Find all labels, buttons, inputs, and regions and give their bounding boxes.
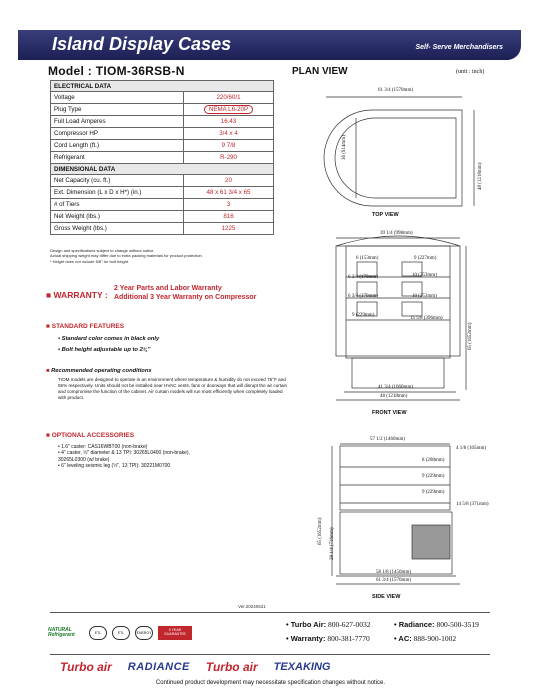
- side-view-label: SIDE VIEW: [372, 594, 401, 600]
- guarantee-badge: 5 YEAR GUARANTEE: [158, 626, 192, 640]
- bullet-square-icon: ■: [46, 290, 54, 300]
- radiance-logo: RADIANCE: [127, 661, 190, 673]
- contact-name: • Radiance:: [394, 620, 435, 629]
- list-item: • 1.6" caster: CAS16WBT00 (non-brake): [58, 444, 148, 450]
- spec-value: 48 x 61 3/4 x 65: [184, 187, 274, 199]
- recommended-text: TIOM models are designed to operate in an environment where temperature & humidity do not exceed 75°F and 55% respectively. Units should not be installed near HVAC vents, fans or doorways that will disrupt the air curtain and compromise the function of the cabinet. Air curtain models will run most efficiently when completely loaded with product.: [58, 377, 288, 400]
- spec-label: Refrigerant: [51, 152, 184, 164]
- divider: [50, 612, 490, 613]
- plan-view-heading: PLAN VIEW: [292, 66, 348, 77]
- dimension-label: 36 (914mm): [342, 135, 347, 160]
- spec-value: R-290: [184, 152, 274, 164]
- list-item: • Bolt height adjustable up to 2¾": [58, 347, 151, 353]
- contact-name: • AC:: [394, 634, 412, 643]
- spec-label: Compressor HP: [51, 128, 184, 140]
- dimension-label: 9 (229mm): [352, 313, 375, 318]
- spec-label: Ext. Dimension (L x D x H*) (in.): [51, 187, 184, 199]
- energy-logo: ENERGY: [135, 626, 153, 640]
- warranty-label: WARRANTY :: [53, 290, 108, 300]
- spec-label: Net Weight (lbs.): [51, 211, 184, 223]
- list-item: • Standard color comes in black only: [58, 336, 160, 342]
- footnote: Design and specifications subject to change without notice.: [50, 248, 155, 253]
- dimension-label: 9 (227mm): [414, 256, 437, 261]
- dimension-label: 9 (229mm): [422, 474, 445, 479]
- spec-value: 816: [184, 211, 274, 223]
- warranty-line: Additional 3 Year Warranty on Compressor: [114, 294, 257, 301]
- dimension-label: 4 1/8 (105mm): [456, 446, 486, 451]
- dimension-label: 6 3/4 (170mm): [348, 275, 378, 280]
- version-label: Ver.20240531: [238, 604, 266, 609]
- dimension-label: 10 (253mm): [412, 294, 437, 299]
- list-item: • 4" caster, ½" diameter & 13 TPI: 30265L0400 (non-brake),: [58, 450, 190, 457]
- contact-item: [394, 634, 456, 643]
- spec-value: 9 7/8: [184, 140, 274, 152]
- dimension-label: 8 (208mm): [422, 458, 445, 463]
- dimension-label: 39 1/4 (998mm): [380, 231, 413, 236]
- bullet-square-icon: ■: [46, 368, 52, 374]
- spec-label: Net Capacity (cu. ft.): [51, 175, 184, 187]
- texaking-logo: TEXAKING: [273, 661, 331, 673]
- turbo-air-logo: Turbo air: [60, 660, 112, 674]
- contact-item: [286, 634, 370, 643]
- disclaimer: Continued product development may necessitate specification changes without notice.: [155, 680, 386, 686]
- dimension-label: 28 1/4 (716mm): [330, 527, 335, 560]
- dimension-label: 48 (1218mm): [478, 162, 483, 190]
- dimension-label: 14 5/8 (371mm): [456, 502, 489, 507]
- dimension-label: 6 (153mm): [356, 256, 379, 261]
- spec-value: 3: [184, 199, 274, 211]
- brand-logos: [60, 660, 331, 674]
- contact-item: [286, 620, 371, 629]
- spec-label: Full Load Amperes: [51, 116, 184, 128]
- bullet-square-icon: ■: [46, 323, 52, 330]
- top-view-label: TOP VIEW: [372, 212, 399, 218]
- divider: [50, 654, 490, 655]
- dimension-label: 48 (1218mm): [380, 394, 408, 399]
- electrical-heading: ELECTRICAL DATA: [51, 81, 274, 92]
- page-subtitle: Self- Serve Merchandisers: [415, 44, 503, 51]
- spec-value: 3/4 x 4: [184, 128, 274, 140]
- dimension-label: 41 3/4 (1060mm): [378, 385, 413, 390]
- dimension-label: 58 1/8 (1450mm): [376, 570, 411, 575]
- unit-label: (unit : inch): [456, 69, 485, 75]
- spec-label: Plug Type: [51, 104, 184, 116]
- spec-label: Voltage: [51, 92, 184, 104]
- bullet-square-icon: ■: [46, 432, 52, 439]
- spec-value: 220/60/1: [184, 92, 274, 104]
- natural-refrigerant-logo: NATURAL Refrigerant: [48, 626, 75, 638]
- etl-sanitation-logo: ETL: [112, 626, 130, 640]
- footnote: Actual shipping weight may differ due to extra packing materials for product protection.: [50, 253, 203, 259]
- contact-number: 800-500-3519: [436, 620, 479, 629]
- section-title: STANDARD FEATURES: [51, 323, 125, 330]
- dimension-label: 10 (253mm): [412, 273, 437, 278]
- section-title: OPTIONAL ACCESSORIES: [51, 432, 135, 439]
- dimension-label: 61 3/4 (1570mm): [376, 578, 411, 583]
- contact-item: [394, 620, 479, 629]
- spec-value: 20: [184, 175, 274, 187]
- spec-label: Gross Weight (lbs.): [51, 223, 184, 235]
- dimension-label: 57 1/2 (1460mm): [370, 437, 405, 442]
- dimension-label: 65 (1652mm): [318, 517, 323, 545]
- spec-value: 1225: [184, 223, 274, 235]
- etl-logo: ETL: [89, 626, 107, 640]
- turbo-air-logo: Turbo air: [205, 660, 258, 674]
- warranty-line: 2 Year Parts and Labor Warranty: [114, 285, 222, 292]
- spec-label: # of Tiers: [51, 199, 184, 211]
- section-title: Recommended operating conditions: [51, 368, 152, 374]
- dimension-label: 61 3/4 (1570mm): [378, 88, 413, 93]
- dimension-label: 15 5/8 (396mm): [410, 316, 443, 321]
- dimension-label: 65 (1652mm): [468, 322, 473, 350]
- contact-name: • Turbo Air:: [286, 620, 327, 629]
- spec-value: 16.43: [184, 116, 274, 128]
- certification-logos: [48, 626, 192, 640]
- dimensional-heading: DIMENSIONAL DATA: [51, 164, 274, 175]
- contact-name: • Warranty:: [286, 634, 326, 643]
- list-item: 30265L0300 (w/ brake): [58, 456, 110, 463]
- side-view-drawing: [332, 444, 460, 584]
- contact-number: 800-627-0032: [328, 620, 371, 629]
- spec-label: Cord Length (ft.): [51, 140, 184, 152]
- front-view-label: FRONT VIEW: [372, 410, 407, 416]
- list-item: • 6" leveling seismic leg (½", 13 TPI): 30221M0700: [58, 463, 171, 470]
- page-title: Island Display Cases: [52, 34, 232, 54]
- dimension-label: 9 (229mm): [422, 490, 445, 495]
- plug-type-badge: NEMA L6-20P: [204, 105, 253, 114]
- model-number: Model : TIOM-36RSB-N: [48, 64, 185, 78]
- contact-number: 800-381-7770: [327, 634, 370, 643]
- dimension-label: 6 3/4 (170mm): [348, 294, 378, 299]
- footnote: * Height does not include 5/8" for bolt height.: [50, 258, 130, 264]
- contact-number: 888-900-1002: [413, 634, 457, 643]
